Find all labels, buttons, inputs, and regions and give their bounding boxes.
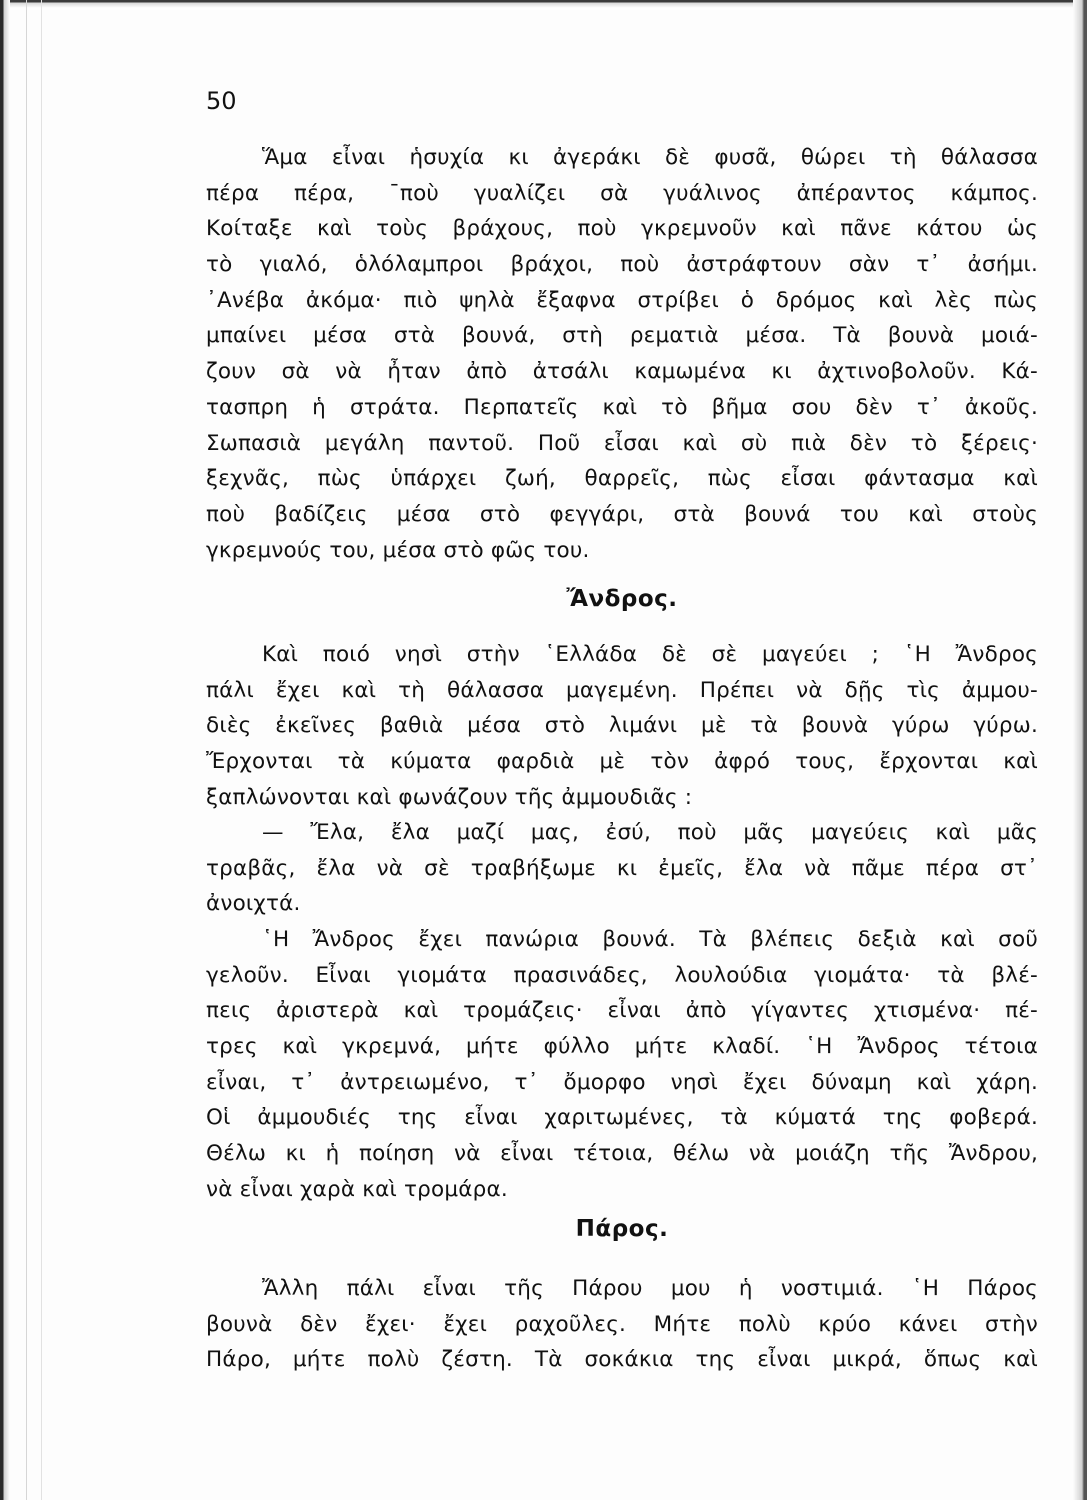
text-line: τρες καὶ γκρεμνά, μήτε φύλλο μήτε κλαδί. ῾Η Ἄνδρος τέτοια (206, 1034, 1038, 1060)
text-line: Σωπασιὰ μεγάλη παντοῦ. Ποῦ εἶσαι καὶ σὺ πιὰ δὲν τὸ ξέρεις· (206, 430, 1038, 456)
andros-paragraph-1 (206, 637, 1038, 815)
section-heading-andros: Ἄνδρος. (566, 586, 678, 612)
text-line: βουνὰ δὲν ἔχει· ἔχει ραχοῦλες. Μήτε πολὺ κρύο κάνει στὴν (206, 1311, 1038, 1337)
text-line: ξεχνᾶς, πὼς ὑπάρχει ζωή, θαρρεῖς, πὼς εἶσαι φάντασμα καὶ (206, 466, 1038, 492)
andros-paragraph-2 (206, 815, 1038, 922)
intro-paragraph (206, 140, 1038, 568)
text-line: πάλι ἔχει καὶ τὴ θάλασσα μαγεμένη. Πρέπει νὰ δῇς τὶς ἀμμου- (206, 677, 1038, 703)
text-line: ᾽Ανέβα ἀκόμα· πιὸ ψηλὰ ἔξαφνα στρίβει ὁ δρόμος καὶ λὲς πὼς (206, 287, 1038, 313)
text-line: διὲς ἐκεῖνες βαθιὰ μέσα στὸ λιμάνι μὲ τὰ βουνὰ γύρω γύρω. (206, 713, 1038, 739)
page-top-edge (0, 0, 1087, 8)
text-line: Οἱ ἀμμουδιές της εἶναι χαριτωμένες, τὰ κύματά της φοβερά. (206, 1105, 1038, 1131)
text-line: — Ἔλα, ἔλα μαζί μας, ἐσύ, ποὺ μᾶς μαγεύεις καὶ μᾶς (262, 820, 1038, 845)
text-line: γελοῦν. Εἶναι γιομάτα πρασινάδες, λουλούδια γιομάτα· τὰ βλέ- (206, 962, 1038, 988)
text-line: τὸ γιαλό, ὁλόλαμπροι βράχοι, ποὺ ἀστράφτουν σὰν τ᾽ ἀσήμι. (206, 252, 1038, 278)
text-line: γκρεμνούς του, μέσα στὸ φῶς του. (206, 537, 590, 563)
text-line: ζουν σὰ νὰ ἦταν ἀπὸ ἀτσάλι καμωμένα κι ἀχτινοβολοῦν. Κά- (206, 359, 1038, 385)
text-line: Πάρο, μήτε πολὺ ζέστη. Τὰ σοκάκια της εἶναι μικρά, ὅπως καὶ (206, 1347, 1038, 1373)
page-stack-edge (26, 0, 42, 1500)
paros-paragraph-1 (206, 1271, 1038, 1378)
text-line: μπαίνει μέσα στὰ βουνά, στὴ ρεματιὰ μέσα. Τὰ βουνὰ μοιά- (206, 323, 1038, 349)
page-right-edge (1073, 0, 1087, 1500)
text-line: τραβᾶς, ἔλα νὰ σὲ τραβήξωμε κι ἐμεῖς, ἔλα νὰ πᾶμε πέρα στ᾽ (206, 855, 1038, 881)
section-heading-paros: Πάρος. (575, 1216, 669, 1242)
text-line: νὰ εἶναι χαρὰ καὶ τρομάρα. (206, 1176, 508, 1202)
page-left-edge (0, 0, 10, 1500)
text-line: ῾Η Ἄνδρος ἔχει πανώρια βουνά. Τὰ βλέπεις δεξιὰ καὶ σοῦ (262, 927, 1038, 952)
page-number: 50 (206, 87, 237, 115)
text-line: ξαπλώνονται καὶ φωνάζουν τῆς ἀμμουδιᾶς : (206, 784, 693, 810)
text-line: Ἄλλη πάλι εἶναι τῆς Πάρου μου ἡ νοστιμιά. ῾Η Πάρος (262, 1276, 1038, 1301)
text-line: Θέλω κι ἡ ποίηση νὰ εἶναι τέτοια, θέλω νὰ μοιάζη τῆς Ἄνδρου, (206, 1141, 1038, 1167)
text-line: ἀνοιχτά. (206, 891, 301, 917)
text-line: τασπρη ἡ στράτα. Περπατεῖς καὶ τὸ βῆμα σου δὲν τ᾽ ἀκοῦς. (206, 394, 1038, 420)
text-line: Ἔρχονται τὰ κύματα φαρδιὰ μὲ τὸν ἀφρό τους, ἔρχονται καὶ (206, 749, 1038, 775)
text-line: εἶναι, τ᾽ ἀντρειωμένο, τ᾽ ὄμορφο νησὶ ἔχει δύναμη καὶ χάρη. (206, 1069, 1038, 1095)
text-line: Καὶ ποιό νησὶ στὴν ῾Ελλάδα δὲ σὲ μαγεύει ; ῾Η Ἄνδρος (262, 642, 1038, 667)
text-line: πεις ἀριστερὰ καὶ τρομάζεις· εἶναι ἀπὸ γίγαντες χτισμένα· πέ- (206, 998, 1038, 1024)
text-line: Κοίταξε καὶ τοὺς βράχους, ποὺ γκρεμνοῦν καὶ πᾶνε κάτου ὡς (206, 216, 1038, 242)
andros-paragraph-3 (206, 922, 1038, 1208)
text-line: Ἅμα εἶναι ἡσυχία κι ἀγεράκι δὲ φυσᾶ, θώρει τὴ θάλασσα (262, 145, 1038, 170)
text-line: πέρα πέρα, ˉποὺ γυαλίζει σὰ γυάλινος ἀπέραντος κάμπος. (206, 180, 1038, 206)
text-line: ποὺ βαδίζεις μέσα στὸ φεγγάρι, στὰ βουνά του καὶ στοὺς (206, 501, 1038, 527)
